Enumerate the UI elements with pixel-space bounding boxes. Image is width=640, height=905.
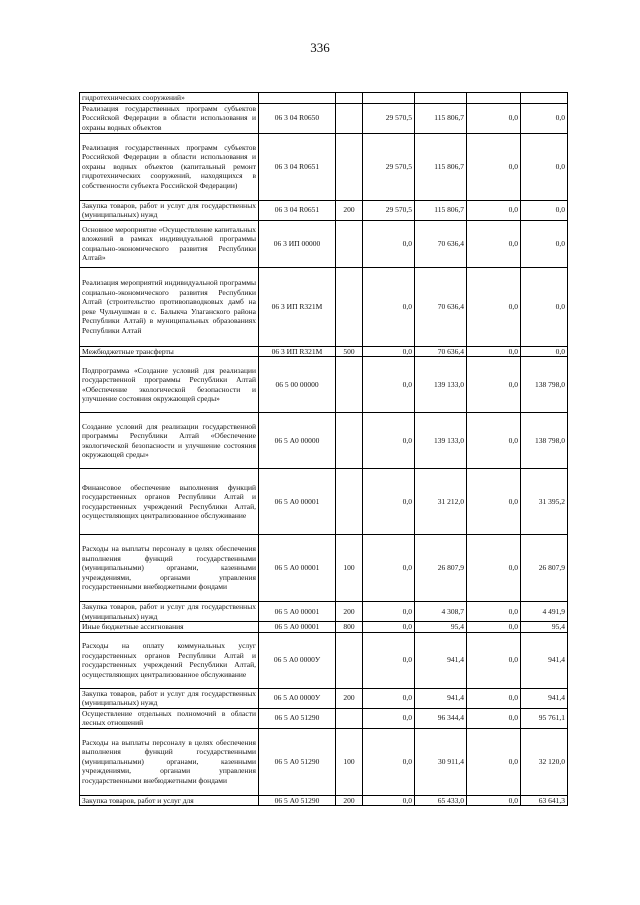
row-value-4-cell: 0,0 xyxy=(521,133,568,200)
row-code-cell: 06 5 00 00000 xyxy=(259,357,336,413)
row-value-4-cell: 941,4 xyxy=(521,688,568,708)
row-expense-type-cell xyxy=(336,632,363,688)
table-row xyxy=(80,688,568,708)
row-expense-type-cell: 500 xyxy=(336,346,363,357)
row-value-4-cell: 31 395,2 xyxy=(521,469,568,535)
row-expense-type-cell xyxy=(336,413,363,469)
row-value-2-cell: 26 807,9 xyxy=(415,535,467,602)
row-value-2-cell: 70 636,4 xyxy=(415,267,467,346)
table-row xyxy=(80,220,568,267)
row-name-cell: Закупка товаров, работ и услуг для государственных (муниципальных) нужд xyxy=(80,602,259,622)
row-value-4-cell: 95 761,1 xyxy=(521,708,568,728)
row-value-1-cell: 0,0 xyxy=(363,622,415,633)
row-value-2-cell: 70 636,4 xyxy=(415,220,467,267)
row-value-4-cell xyxy=(521,93,568,104)
row-code-cell: 06 5 А0 51290 xyxy=(259,728,336,795)
row-value-3-cell: 0,0 xyxy=(467,133,521,200)
row-name-cell: Расходы на выплаты персоналу в целях обеспечения выполнения функций государственными (муниципальными) органами, казенными учреждениями, органами управления государственными внебюджетными фондами xyxy=(80,728,259,795)
row-value-3-cell: 0,0 xyxy=(467,795,521,806)
row-code-cell: 06 3 04 R0651 xyxy=(259,200,336,220)
row-value-4-cell: 26 807,9 xyxy=(521,535,568,602)
row-value-1-cell: 0,0 xyxy=(363,220,415,267)
row-expense-type-cell xyxy=(336,93,363,104)
row-name-cell: Расходы на выплаты персоналу в целях обеспечения выполнения функций государственными (муниципальными) органами, казенными учреждениями, органами управления государственными внебюджетными фондами xyxy=(80,535,259,602)
row-value-2-cell: 115 806,7 xyxy=(415,200,467,220)
row-value-3-cell: 0,0 xyxy=(467,622,521,633)
row-name-cell: Иные бюджетные ассигнования xyxy=(80,622,259,633)
row-value-4-cell: 95,4 xyxy=(521,622,568,633)
row-value-3-cell: 0,0 xyxy=(467,200,521,220)
row-name-cell: Реализация мероприятий индивидуальной программы социально-экономического развития Республики Алтай (строительство противопаводковых дамб на реке Чульчушман в с. Балыкча Улаганского района Республики Алтай) в муниципальных образованиях Республики Алтай xyxy=(80,267,259,346)
row-value-2-cell: 115 806,7 xyxy=(415,133,467,200)
row-value-2-cell: 139 133,0 xyxy=(415,357,467,413)
table-row xyxy=(80,795,568,806)
row-value-4-cell: 4 491,9 xyxy=(521,602,568,622)
row-name-cell: Осуществление отдельных полномочий в области лесных отношений xyxy=(80,708,259,728)
row-value-4-cell: 0,0 xyxy=(521,103,568,133)
row-value-4-cell: 138 798,0 xyxy=(521,357,568,413)
table-row xyxy=(80,267,568,346)
row-code-cell: 06 5 А0 00001 xyxy=(259,602,336,622)
row-value-2-cell: 65 433,0 xyxy=(415,795,467,806)
row-value-1-cell: 0,0 xyxy=(363,602,415,622)
row-value-1-cell: 0,0 xyxy=(363,632,415,688)
row-code-cell: 06 5 А0 0000У xyxy=(259,632,336,688)
row-code-cell: 06 5 А0 00001 xyxy=(259,622,336,633)
row-name-cell: Основное мероприятие «Осуществление капитальных вложений в рамках индивидуальной программы социально-экономического развития Республики Алтай» xyxy=(80,220,259,267)
row-value-2-cell: 31 212,0 xyxy=(415,469,467,535)
row-value-2-cell: 115 806,7 xyxy=(415,103,467,133)
table-row xyxy=(80,728,568,795)
row-value-3-cell: 0,0 xyxy=(467,632,521,688)
row-expense-type-cell xyxy=(336,103,363,133)
row-value-2-cell: 4 308,7 xyxy=(415,602,467,622)
row-value-1-cell: 0,0 xyxy=(363,688,415,708)
row-value-4-cell: 0,0 xyxy=(521,346,568,357)
row-code-cell: 06 5 А0 00000 xyxy=(259,413,336,469)
row-value-2-cell: 96 344,4 xyxy=(415,708,467,728)
row-expense-type-cell: 800 xyxy=(336,622,363,633)
row-value-1-cell: 0,0 xyxy=(363,795,415,806)
row-value-1-cell: 0,0 xyxy=(363,357,415,413)
row-value-2-cell: 70 636,4 xyxy=(415,346,467,357)
table-row xyxy=(80,622,568,633)
row-value-1-cell: 29 570,5 xyxy=(363,133,415,200)
row-code-cell: 06 3 ИП R321M xyxy=(259,346,336,357)
table-row xyxy=(80,200,568,220)
row-expense-type-cell: 100 xyxy=(336,728,363,795)
row-value-4-cell: 0,0 xyxy=(521,267,568,346)
table-row xyxy=(80,632,568,688)
row-expense-type-cell: 100 xyxy=(336,535,363,602)
row-value-3-cell xyxy=(467,93,521,104)
row-value-3-cell: 0,0 xyxy=(467,267,521,346)
table-row xyxy=(80,469,568,535)
row-value-4-cell: 941,4 xyxy=(521,632,568,688)
table-row xyxy=(80,535,568,602)
row-expense-type-cell xyxy=(336,708,363,728)
row-value-1-cell: 0,0 xyxy=(363,728,415,795)
row-name-cell: Реализация государственных программ субъектов Российской Федерации в области использования и охраны водных объектов xyxy=(80,103,259,133)
row-expense-type-cell: 200 xyxy=(336,688,363,708)
row-value-1-cell: 29 570,5 xyxy=(363,200,415,220)
row-value-4-cell: 0,0 xyxy=(521,200,568,220)
row-code-cell: 06 3 04 R0650 xyxy=(259,103,336,133)
row-value-3-cell: 0,0 xyxy=(467,357,521,413)
row-value-1-cell: 0,0 xyxy=(363,469,415,535)
row-value-2-cell: 941,4 xyxy=(415,632,467,688)
row-value-1-cell: 0,0 xyxy=(363,708,415,728)
row-expense-type-cell xyxy=(336,267,363,346)
table-row xyxy=(80,346,568,357)
row-value-3-cell: 0,0 xyxy=(467,469,521,535)
row-value-3-cell: 0,0 xyxy=(467,688,521,708)
row-expense-type-cell: 200 xyxy=(336,200,363,220)
row-code-cell xyxy=(259,93,336,104)
row-value-3-cell: 0,0 xyxy=(467,728,521,795)
row-code-cell: 06 3 04 R0651 xyxy=(259,133,336,200)
table-row xyxy=(80,357,568,413)
row-name-cell: Закупка товаров, работ и услуг для государственных (муниципальных) нужд xyxy=(80,200,259,220)
row-name-cell: Расходы на оплату коммунальных услуг государственных органов Республики Алтай и государственных учреждений Республики Алтай, осуществляющих централизованное обслуживание xyxy=(80,632,259,688)
row-name-cell: Закупка товаров, работ и услуг для xyxy=(80,795,259,806)
row-expense-type-cell xyxy=(336,469,363,535)
row-name-cell: Закупка товаров, работ и услуг для государственных (муниципальных) нужд xyxy=(80,688,259,708)
row-value-1-cell: 29 570,5 xyxy=(363,103,415,133)
row-code-cell: 06 5 А0 51290 xyxy=(259,708,336,728)
row-code-cell: 06 5 А0 00001 xyxy=(259,535,336,602)
table-row xyxy=(80,103,568,133)
row-value-4-cell: 32 120,0 xyxy=(521,728,568,795)
row-code-cell: 06 5 А0 0000У xyxy=(259,688,336,708)
row-value-1-cell: 0,0 xyxy=(363,346,415,357)
row-value-3-cell: 0,0 xyxy=(467,413,521,469)
row-value-1-cell: 0,0 xyxy=(363,535,415,602)
table-row xyxy=(80,602,568,622)
row-expense-type-cell xyxy=(336,133,363,200)
table-row xyxy=(80,133,568,200)
row-value-2-cell: 30 911,4 xyxy=(415,728,467,795)
budget-table xyxy=(79,92,568,806)
row-expense-type-cell: 200 xyxy=(336,795,363,806)
row-expense-type-cell: 200 xyxy=(336,602,363,622)
table-row xyxy=(80,93,568,104)
row-code-cell: 06 3 ИП R321M xyxy=(259,267,336,346)
table-row xyxy=(80,708,568,728)
row-value-3-cell: 0,0 xyxy=(467,220,521,267)
row-value-2-cell: 139 133,0 xyxy=(415,413,467,469)
row-value-4-cell: 63 641,3 xyxy=(521,795,568,806)
row-value-4-cell: 0,0 xyxy=(521,220,568,267)
row-value-1-cell: 0,0 xyxy=(363,413,415,469)
row-value-2-cell: 95,4 xyxy=(415,622,467,633)
row-value-3-cell: 0,0 xyxy=(467,602,521,622)
row-value-4-cell: 138 798,0 xyxy=(521,413,568,469)
row-value-1-cell: 0,0 xyxy=(363,267,415,346)
row-expense-type-cell xyxy=(336,357,363,413)
row-value-3-cell: 0,0 xyxy=(467,103,521,133)
row-name-cell: Реализация государственных программ субъектов Российской Федерации в области использования и охраны водных объектов (капитальный ремонт гидротехнических сооружений, находящихся в собственности субъекта Российской Федерации) xyxy=(80,133,259,200)
row-name-cell: Финансовое обеспечение выполнения функций государственных органов Республики Алтай и государственных учреждений Республики Алтай, осуществляющих централизованное обслуживание xyxy=(80,469,259,535)
row-value-3-cell: 0,0 xyxy=(467,346,521,357)
row-value-3-cell: 0,0 xyxy=(467,708,521,728)
row-name-cell: Межбюджетные трансферты xyxy=(80,346,259,357)
row-name-cell: Подпрограмма «Создание условий для реализации государственной программы Республики Алтай «Обеспечение экологической безопасности и улучшение состояния окружающей среды» xyxy=(80,357,259,413)
row-code-cell: 06 5 А0 51290 xyxy=(259,795,336,806)
row-name-cell: гидротехнических сооружений» xyxy=(80,93,259,104)
page-number: 336 xyxy=(310,40,330,55)
row-code-cell: 06 3 ИП 00000 xyxy=(259,220,336,267)
row-value-2-cell: 941,4 xyxy=(415,688,467,708)
table-row xyxy=(80,413,568,469)
row-name-cell: Создание условий для реализации государственной программы Республики Алтай «Обеспечение экологической безопасности и улучшение состояния окружающей среды» xyxy=(80,413,259,469)
row-expense-type-cell xyxy=(336,220,363,267)
row-value-3-cell: 0,0 xyxy=(467,535,521,602)
row-code-cell: 06 5 А0 00001 xyxy=(259,469,336,535)
row-value-2-cell xyxy=(415,93,467,104)
row-value-1-cell xyxy=(363,93,415,104)
